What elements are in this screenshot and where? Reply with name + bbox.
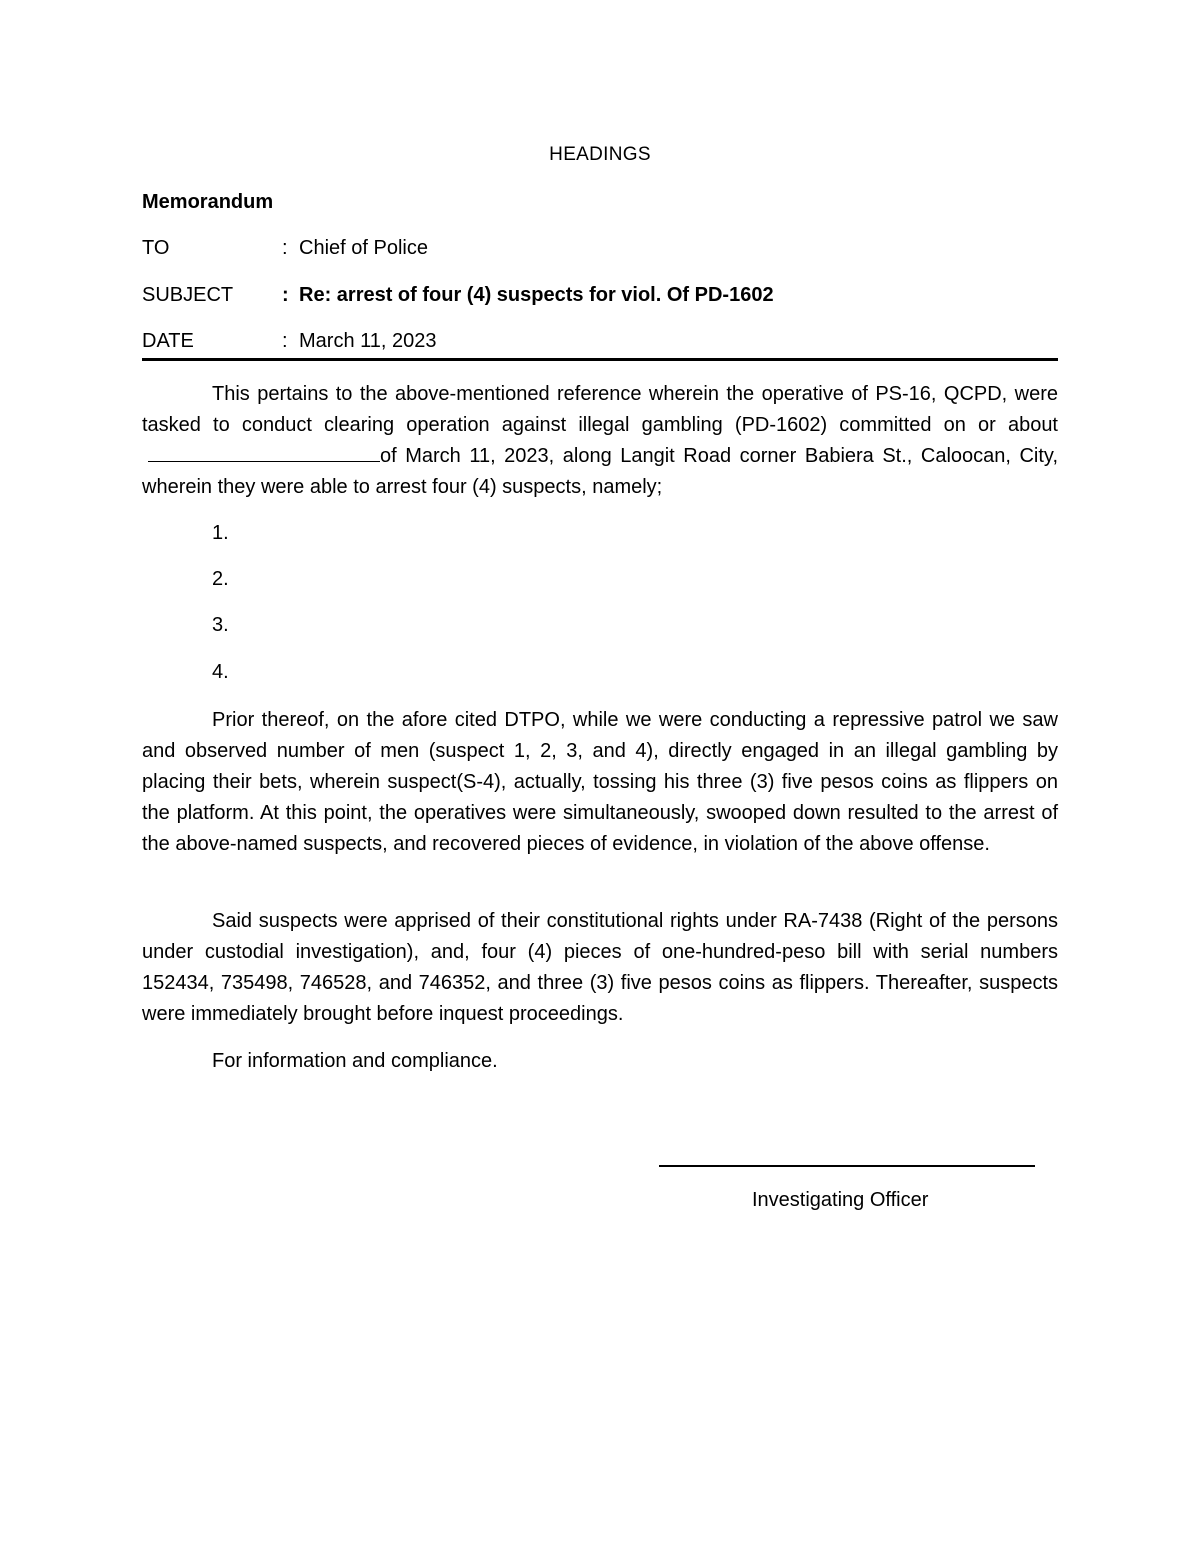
memo-title: Memorandum bbox=[142, 191, 274, 213]
date-colon: : bbox=[282, 330, 288, 352]
to-colon: : bbox=[282, 237, 288, 259]
date-field bbox=[142, 330, 1058, 356]
date-value: March 11, 2023 bbox=[299, 330, 437, 352]
subject-colon: : bbox=[282, 284, 289, 306]
body-paragraph-3: Said suspects were apprised of their constitutional rights under RA-7438 (Right of the persons under custodial investigation), and, four (4) pieces of one-hundred-peso bill with serial numbers 152434, 735498, 746528, and 746352, and three (3) five pesos coins as flippers. Thereafter, suspects were immediately brought before inquest proceedings. bbox=[142, 910, 1058, 1025]
suspect-list-item-3: 3. bbox=[212, 614, 229, 636]
signature-line bbox=[659, 1165, 1035, 1167]
to-value: Chief of Police bbox=[299, 237, 428, 259]
para1-text-before: This pertains to the above-mentioned reference wherein the operative of PS-16, QCPD, were tasked to conduct clearing operation against illegal gambling (PD-1602) committed on or about bbox=[142, 383, 1058, 436]
body-paragraph-4: For information and compliance. bbox=[212, 1050, 498, 1072]
suspect-list-item-4: 4. bbox=[212, 661, 229, 683]
signature-label: Investigating Officer bbox=[752, 1189, 929, 1211]
body-paragraph-1 bbox=[142, 379, 1058, 503]
subject-field bbox=[142, 284, 1058, 310]
suspect-list-item-1: 1. bbox=[212, 522, 229, 544]
subject-label: SUBJECT bbox=[142, 284, 234, 306]
page-heading: HEADINGS bbox=[549, 144, 651, 165]
body-paragraph-2: Prior thereof, on the afore cited DTPO, while we were conducting a repressive patrol we saw and observed number of men (suspect 1, 2, 3, and 4), directly engaged in an illegal gambling by placing their bets, wherein suspect(S-4), actually, tossing his three (3) five pesos coins as flippers on the platform. At this point, the operatives were simultaneously, swooped down resulted to the arrest of the above-named suspects, and recovered pieces of evidence, in violation of the above offense. bbox=[142, 709, 1058, 855]
to-field bbox=[142, 237, 1058, 263]
to-label: TO bbox=[142, 237, 170, 259]
date-label: DATE bbox=[142, 330, 194, 352]
para1-text-after: of March 11, 2023, along Langit Road corner Babiera St., Caloocan, City, wherein they were able to arrest four (4) suspects, namely; bbox=[142, 445, 1058, 498]
subject-value: Re: arrest of four (4) suspects for viol. Of PD-1602 bbox=[299, 284, 774, 306]
suspect-list-item-2: 2. bbox=[212, 568, 229, 590]
header-divider bbox=[142, 358, 1058, 361]
date-blank-line bbox=[148, 443, 380, 462]
